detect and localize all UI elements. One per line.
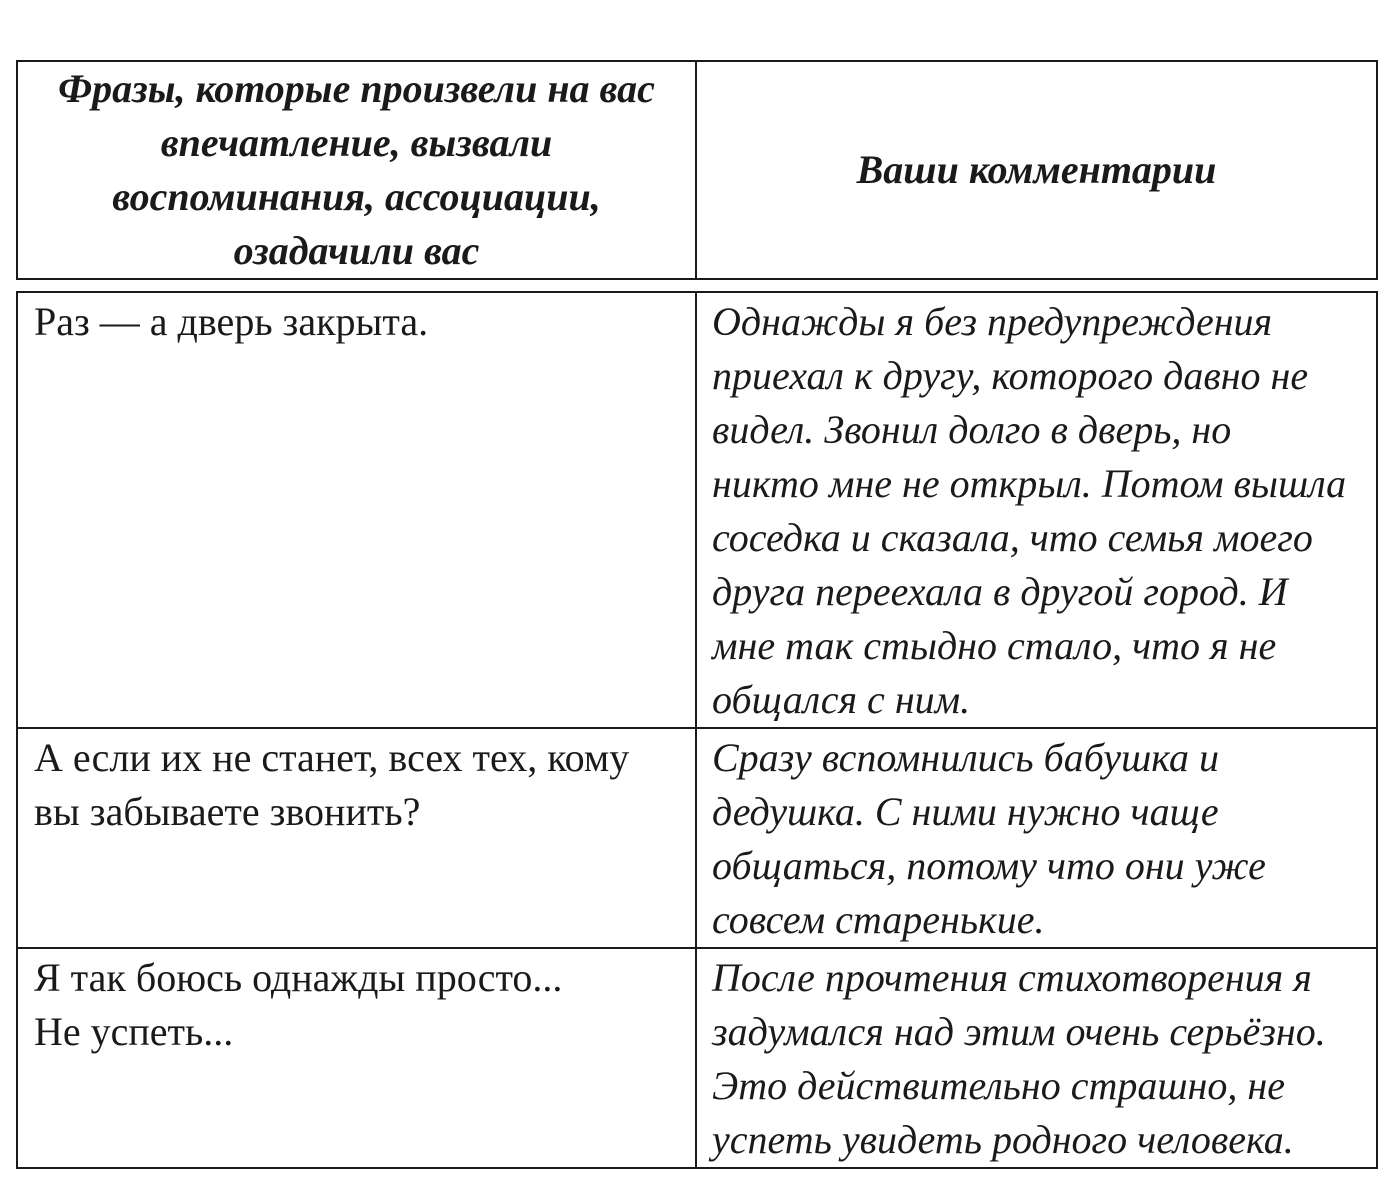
comment-line: приехал к другу, которого давно не (712, 353, 1309, 398)
comment-line: Однажды я без предупреждения (712, 299, 1273, 344)
phrase-line: Раз — а дверь закрыта. (34, 299, 429, 344)
header-cell-comments (696, 61, 1377, 279)
comment-line: Это действительно страшно, не (712, 1063, 1285, 1108)
header-phrases-line: озадачили вас (233, 228, 480, 273)
table-row (17, 292, 1377, 728)
comment-line: общался с ним. (712, 677, 971, 722)
comment-line: совсем старенькие. (712, 897, 1045, 942)
phrase-line: вы забываете звонить? (34, 789, 421, 834)
phrase-line: Не успеть... (34, 1009, 234, 1054)
comment-line: задумался над этим очень серьёзно. (712, 1009, 1326, 1054)
phrase-cell (17, 292, 696, 728)
phrase-line: Я так боюсь однажды просто... (34, 955, 563, 1000)
header-phrases-line: впечатление, вызвали (160, 120, 553, 165)
header-table (16, 60, 1378, 280)
comment-line: видел. Звонил долго в дверь, но (712, 407, 1232, 452)
comment-line: дедушка. С ними нужно чаще (712, 789, 1219, 834)
table-row (17, 728, 1377, 948)
phrase-cell (17, 948, 696, 1168)
comment-line: успеть увидеть родного человека. (712, 1117, 1294, 1162)
header-cell-phrases (17, 61, 696, 279)
phrase-cell (17, 728, 696, 948)
comment-line: никто мне не открыл. Потом вышла (712, 461, 1347, 506)
comment-cell (696, 948, 1377, 1168)
comment-line: соседка и сказала, что семья моего (712, 515, 1313, 560)
content-table (16, 291, 1378, 1169)
comment-line: После прочтения стихотворения я (712, 955, 1312, 1000)
comment-cell (696, 292, 1377, 728)
table-row (17, 948, 1377, 1168)
phrase-line: А если их не станет, всех тех, кому (34, 735, 630, 780)
header-row (17, 61, 1377, 279)
comment-line: Сразу вспомнились бабушка и (712, 735, 1219, 780)
header-phrases-line: воспоминания, ассоциации, (112, 174, 601, 219)
comment-line: общаться, потому что они уже (712, 843, 1266, 888)
header-phrases-line: Фразы, которые произвели на вас (58, 66, 655, 111)
comment-line: мне так стыдно стало, что я не (712, 623, 1277, 668)
header-comments-label: Ваши комментарии (856, 147, 1217, 192)
comment-cell (696, 728, 1377, 948)
comment-line: друга переехала в другой город. И (712, 569, 1288, 614)
